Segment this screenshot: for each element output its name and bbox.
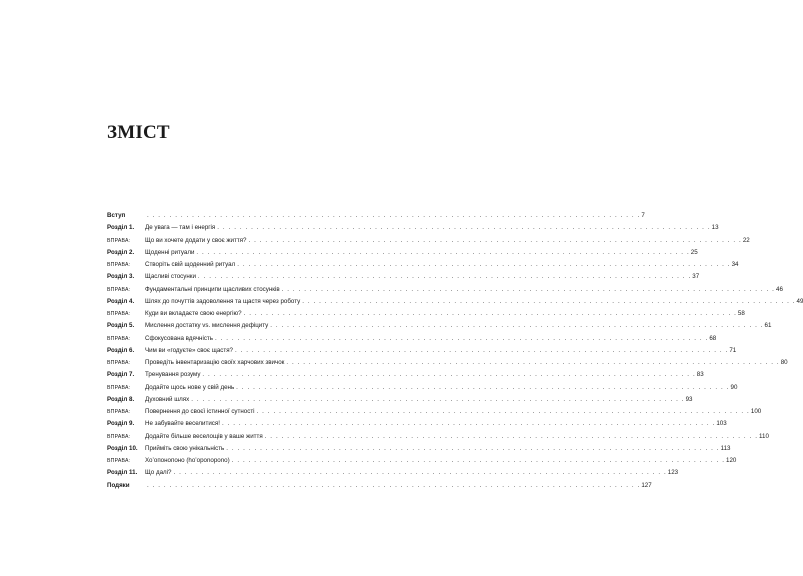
toc-entry bbox=[107, 394, 693, 406]
toc-exercise-label: ВПРАВА: bbox=[107, 311, 131, 317]
toc-chapter-label: Вступ bbox=[107, 212, 126, 219]
toc-entry-title: Додайте щось нове у свій день bbox=[145, 383, 235, 391]
toc-entry bbox=[107, 247, 698, 259]
toc-entry bbox=[107, 480, 652, 492]
toc-exercise-label: ВПРАВА: bbox=[107, 360, 131, 366]
toc-exercise-label: ВПРАВА: bbox=[107, 384, 131, 391]
toc-chapter-label: Розділ 11. bbox=[107, 469, 138, 477]
toc-entry bbox=[107, 284, 783, 296]
toc-page-number: 61 bbox=[764, 322, 772, 330]
toc-dot-leader bbox=[173, 467, 666, 479]
toc-entry bbox=[107, 296, 803, 308]
toc-entry bbox=[107, 259, 739, 271]
toc-entry-title: Щоденні ритуали bbox=[145, 248, 195, 256]
toc-dot-leader bbox=[191, 394, 684, 406]
toc-entry bbox=[107, 308, 745, 320]
page-title: ЗМІСТ bbox=[107, 122, 170, 143]
toc-entry bbox=[107, 467, 679, 479]
toc-dot-leader bbox=[196, 247, 689, 259]
toc-dot-leader bbox=[302, 296, 795, 308]
toc-entry-title: Прийміть свою унікальність bbox=[145, 444, 225, 452]
toc-dot-leader bbox=[215, 333, 708, 345]
toc-dot-leader bbox=[237, 259, 730, 271]
toc-entry-title: Шлях до почуттів задоволення та щастя через роботу bbox=[145, 297, 301, 305]
toc-entry bbox=[107, 357, 788, 369]
toc-page-number: 80 bbox=[780, 359, 788, 366]
toc-entry bbox=[107, 382, 738, 394]
toc-dot-leader bbox=[286, 357, 779, 369]
toc-entry-title: Хоʼопонопоно (hoʼoponopono) bbox=[145, 457, 230, 464]
toc-entry bbox=[107, 222, 719, 234]
toc-entry-title: Додайте більше веселощів у ваше життя bbox=[145, 432, 263, 440]
toc-entry bbox=[107, 271, 700, 283]
toc-page-number: 68 bbox=[709, 334, 717, 342]
toc-chapter-label: Розділ 3. bbox=[107, 273, 135, 281]
toc-page-number: 13 bbox=[711, 224, 719, 232]
toc-entry-title: Проведіть інвентаризацію своїх харчових звичок bbox=[145, 359, 285, 366]
toc-entry bbox=[107, 333, 717, 345]
toc-page-number: 103 bbox=[716, 420, 727, 428]
toc-page-number: 83 bbox=[696, 371, 704, 379]
toc-dot-leader bbox=[270, 320, 763, 332]
toc-page-number: 127 bbox=[641, 481, 652, 489]
toc-entry bbox=[107, 443, 731, 455]
toc-page-number: 93 bbox=[685, 395, 693, 403]
toc-page-number: 110 bbox=[759, 432, 769, 440]
toc-entry-title: Духовний шлях bbox=[145, 395, 190, 403]
toc-entry bbox=[107, 345, 737, 357]
toc-page-number: 25 bbox=[690, 248, 698, 256]
toc-dot-leader bbox=[235, 345, 728, 357]
toc-dot-leader bbox=[147, 480, 640, 492]
toc-page-number: 7 bbox=[641, 212, 645, 219]
toc-dot-leader bbox=[217, 222, 710, 234]
toc-dot-leader bbox=[236, 382, 729, 394]
toc-chapter-label: Розділ 2. bbox=[107, 248, 135, 256]
toc-dot-leader bbox=[257, 406, 750, 418]
toc-exercise-label: ВПРАВА: bbox=[107, 286, 131, 293]
toc-page-number: 113 bbox=[720, 444, 731, 452]
toc-exercise-label: ВПРАВА: bbox=[107, 335, 131, 342]
table-of-contents bbox=[107, 210, 803, 492]
toc-entry-title: Щасливі стосунки bbox=[145, 273, 196, 281]
toc-dot-leader bbox=[265, 431, 758, 443]
toc-page-number: 22 bbox=[742, 236, 750, 244]
toc-page-number: 46 bbox=[776, 285, 783, 293]
toc-entry bbox=[107, 455, 737, 467]
toc-page-number: 90 bbox=[730, 383, 738, 391]
toc-entry bbox=[107, 210, 645, 222]
toc-entry-title: Сфокусована вдячність bbox=[145, 334, 213, 342]
toc-entry bbox=[107, 431, 769, 443]
toc-exercise-label: ВПРАВА: bbox=[107, 458, 131, 464]
toc-entry bbox=[107, 418, 727, 430]
toc-entry-title: Створіть свій щоденний ритуал bbox=[145, 261, 236, 268]
toc-dot-leader bbox=[232, 455, 725, 467]
toc-chapter-label: Розділ 7. bbox=[107, 371, 135, 379]
toc-dot-leader bbox=[198, 271, 691, 283]
toc-page-number: 100 bbox=[750, 408, 762, 415]
toc-entry-title: Де увага — там і енергія bbox=[145, 224, 216, 232]
toc-entry bbox=[107, 235, 750, 247]
toc-page-number: 120 bbox=[726, 457, 737, 464]
toc-entry-title: Фундаментальні принципи щасливих стосунків bbox=[145, 285, 280, 293]
toc-chapter-label: Подяки bbox=[107, 481, 130, 489]
toc-entry bbox=[107, 406, 762, 418]
toc-dot-leader bbox=[202, 369, 695, 381]
toc-page-number: 58 bbox=[737, 310, 745, 317]
toc-chapter-label: Розділ 9. bbox=[107, 420, 135, 428]
toc-page-number: 34 bbox=[731, 261, 739, 268]
toc-entry-title: Не забувайте веселитися! bbox=[145, 420, 220, 428]
toc-entry-title: Що далі? bbox=[145, 469, 172, 477]
toc-entry-title: Мислення достатку vs. мислення дефіциту bbox=[145, 322, 269, 330]
toc-exercise-label: ВПРАВА: bbox=[107, 262, 131, 268]
toc-page-number: 123 bbox=[667, 469, 679, 477]
toc-chapter-label: Розділ 1. bbox=[107, 224, 135, 232]
toc-dot-leader bbox=[147, 210, 640, 222]
toc-dot-leader bbox=[248, 235, 741, 247]
toc-page-number: 49 bbox=[796, 297, 803, 305]
toc-entry bbox=[107, 369, 704, 381]
toc-page-number: 37 bbox=[692, 273, 700, 281]
toc-exercise-label: ВПРАВА: bbox=[107, 237, 131, 244]
toc-entry-title: Повернення до своєї істинної сутності bbox=[145, 408, 255, 415]
toc-entry-title: Куди ви вкладаєте свою енергію? bbox=[145, 310, 242, 317]
toc-dot-leader bbox=[222, 418, 715, 430]
toc-exercise-label: ВПРАВА: bbox=[107, 409, 131, 415]
toc-entry-title: Чим ви «годуєте» своє щастя? bbox=[145, 346, 233, 354]
toc-chapter-label: Розділ 10. bbox=[107, 444, 138, 452]
toc-exercise-label: ВПРАВА: bbox=[107, 433, 131, 440]
toc-page-number: 71 bbox=[729, 346, 737, 354]
toc-chapter-label: Розділ 5. bbox=[107, 322, 135, 330]
toc-dot-leader bbox=[282, 284, 775, 296]
toc-dot-leader bbox=[226, 443, 719, 455]
toc-entry-title: Тренування розуму bbox=[145, 371, 201, 379]
toc-chapter-label: Розділ 8. bbox=[107, 395, 135, 403]
toc-chapter-label: Розділ 6. bbox=[107, 346, 135, 354]
toc-entry bbox=[107, 320, 772, 332]
toc-dot-leader bbox=[244, 308, 737, 320]
toc-chapter-label: Розділ 4. bbox=[107, 297, 135, 305]
toc-entry-title: Що ви хочете додати у своє життя? bbox=[145, 236, 247, 244]
